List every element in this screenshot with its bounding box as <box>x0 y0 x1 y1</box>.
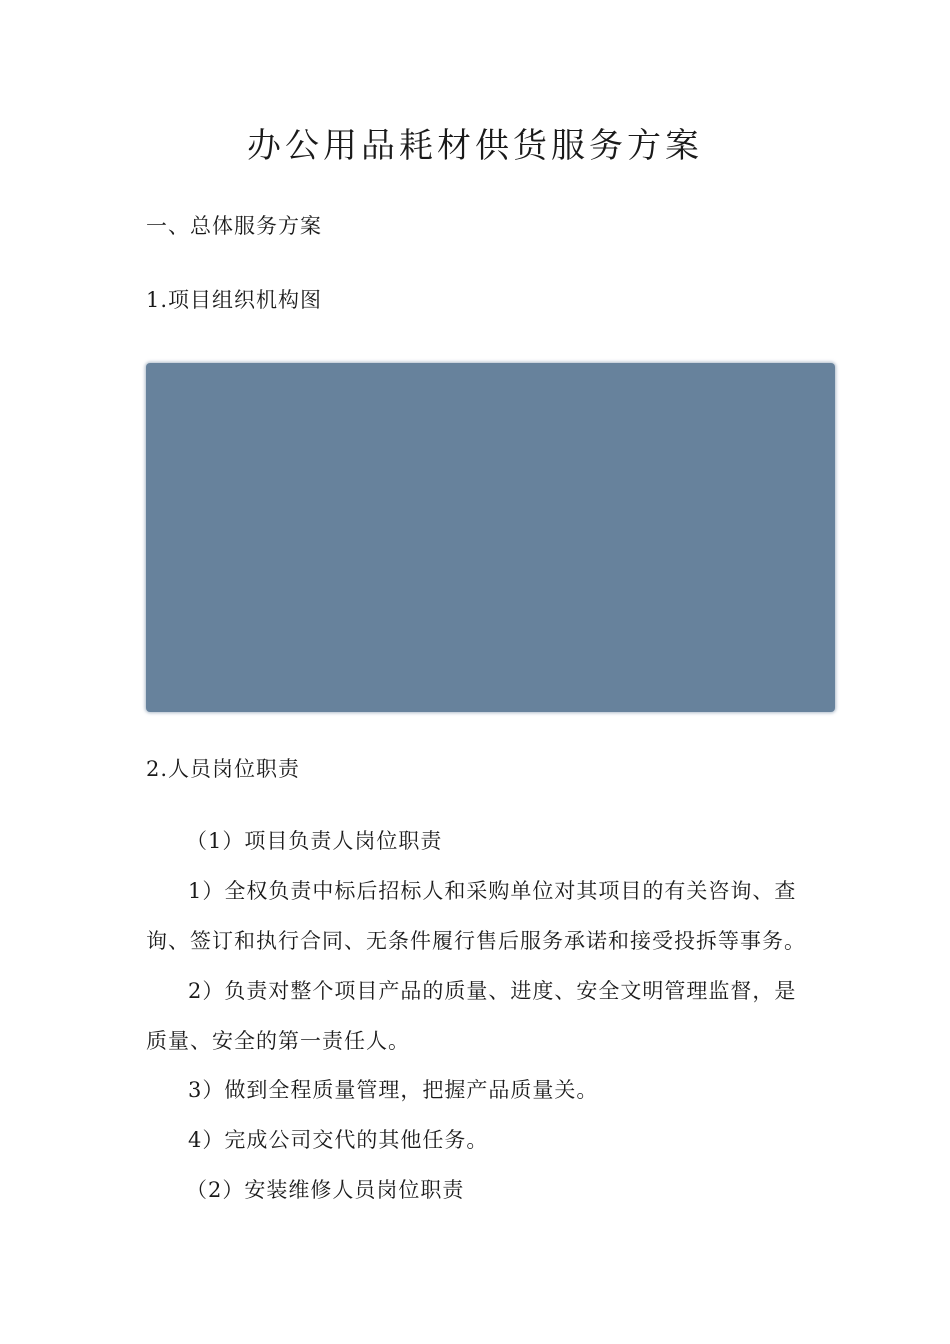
paragraph-line: 2）负责对整个项目产品的质量、进度、安全文明管理监督，是 <box>188 979 797 1003</box>
role-heading-project-manager: （1）项目负责人岗位职责 <box>186 829 443 853</box>
role-heading-installer: （2）安装维修人员岗位职责 <box>186 1178 465 1202</box>
page-title: 办公用品耗材供货服务方案 <box>247 126 703 166</box>
paragraph-line: 4）完成公司交代的其他任务。 <box>188 1128 489 1152</box>
subsection-heading-job-duties: 2.人员岗位职责 <box>146 757 301 781</box>
org-chart-image-placeholder <box>146 363 835 712</box>
paragraph-line: 询、签订和执行合同、无条件履行售后服务承诺和接受投拆等事务。 <box>146 929 806 953</box>
paragraph-line: 质量、安全的第一责任人。 <box>146 1029 410 1053</box>
subsection-heading-org-chart: 1.项目组织机构图 <box>146 288 323 312</box>
paragraph-line: 1）全权负责中标后招标人和采购单位对其项目的有关咨询、查 <box>188 879 797 903</box>
paragraph-line: 3）做到全程质量管理，把握产品质量关。 <box>188 1078 599 1102</box>
section-heading-overall-service: 一、总体服务方案 <box>146 214 322 238</box>
